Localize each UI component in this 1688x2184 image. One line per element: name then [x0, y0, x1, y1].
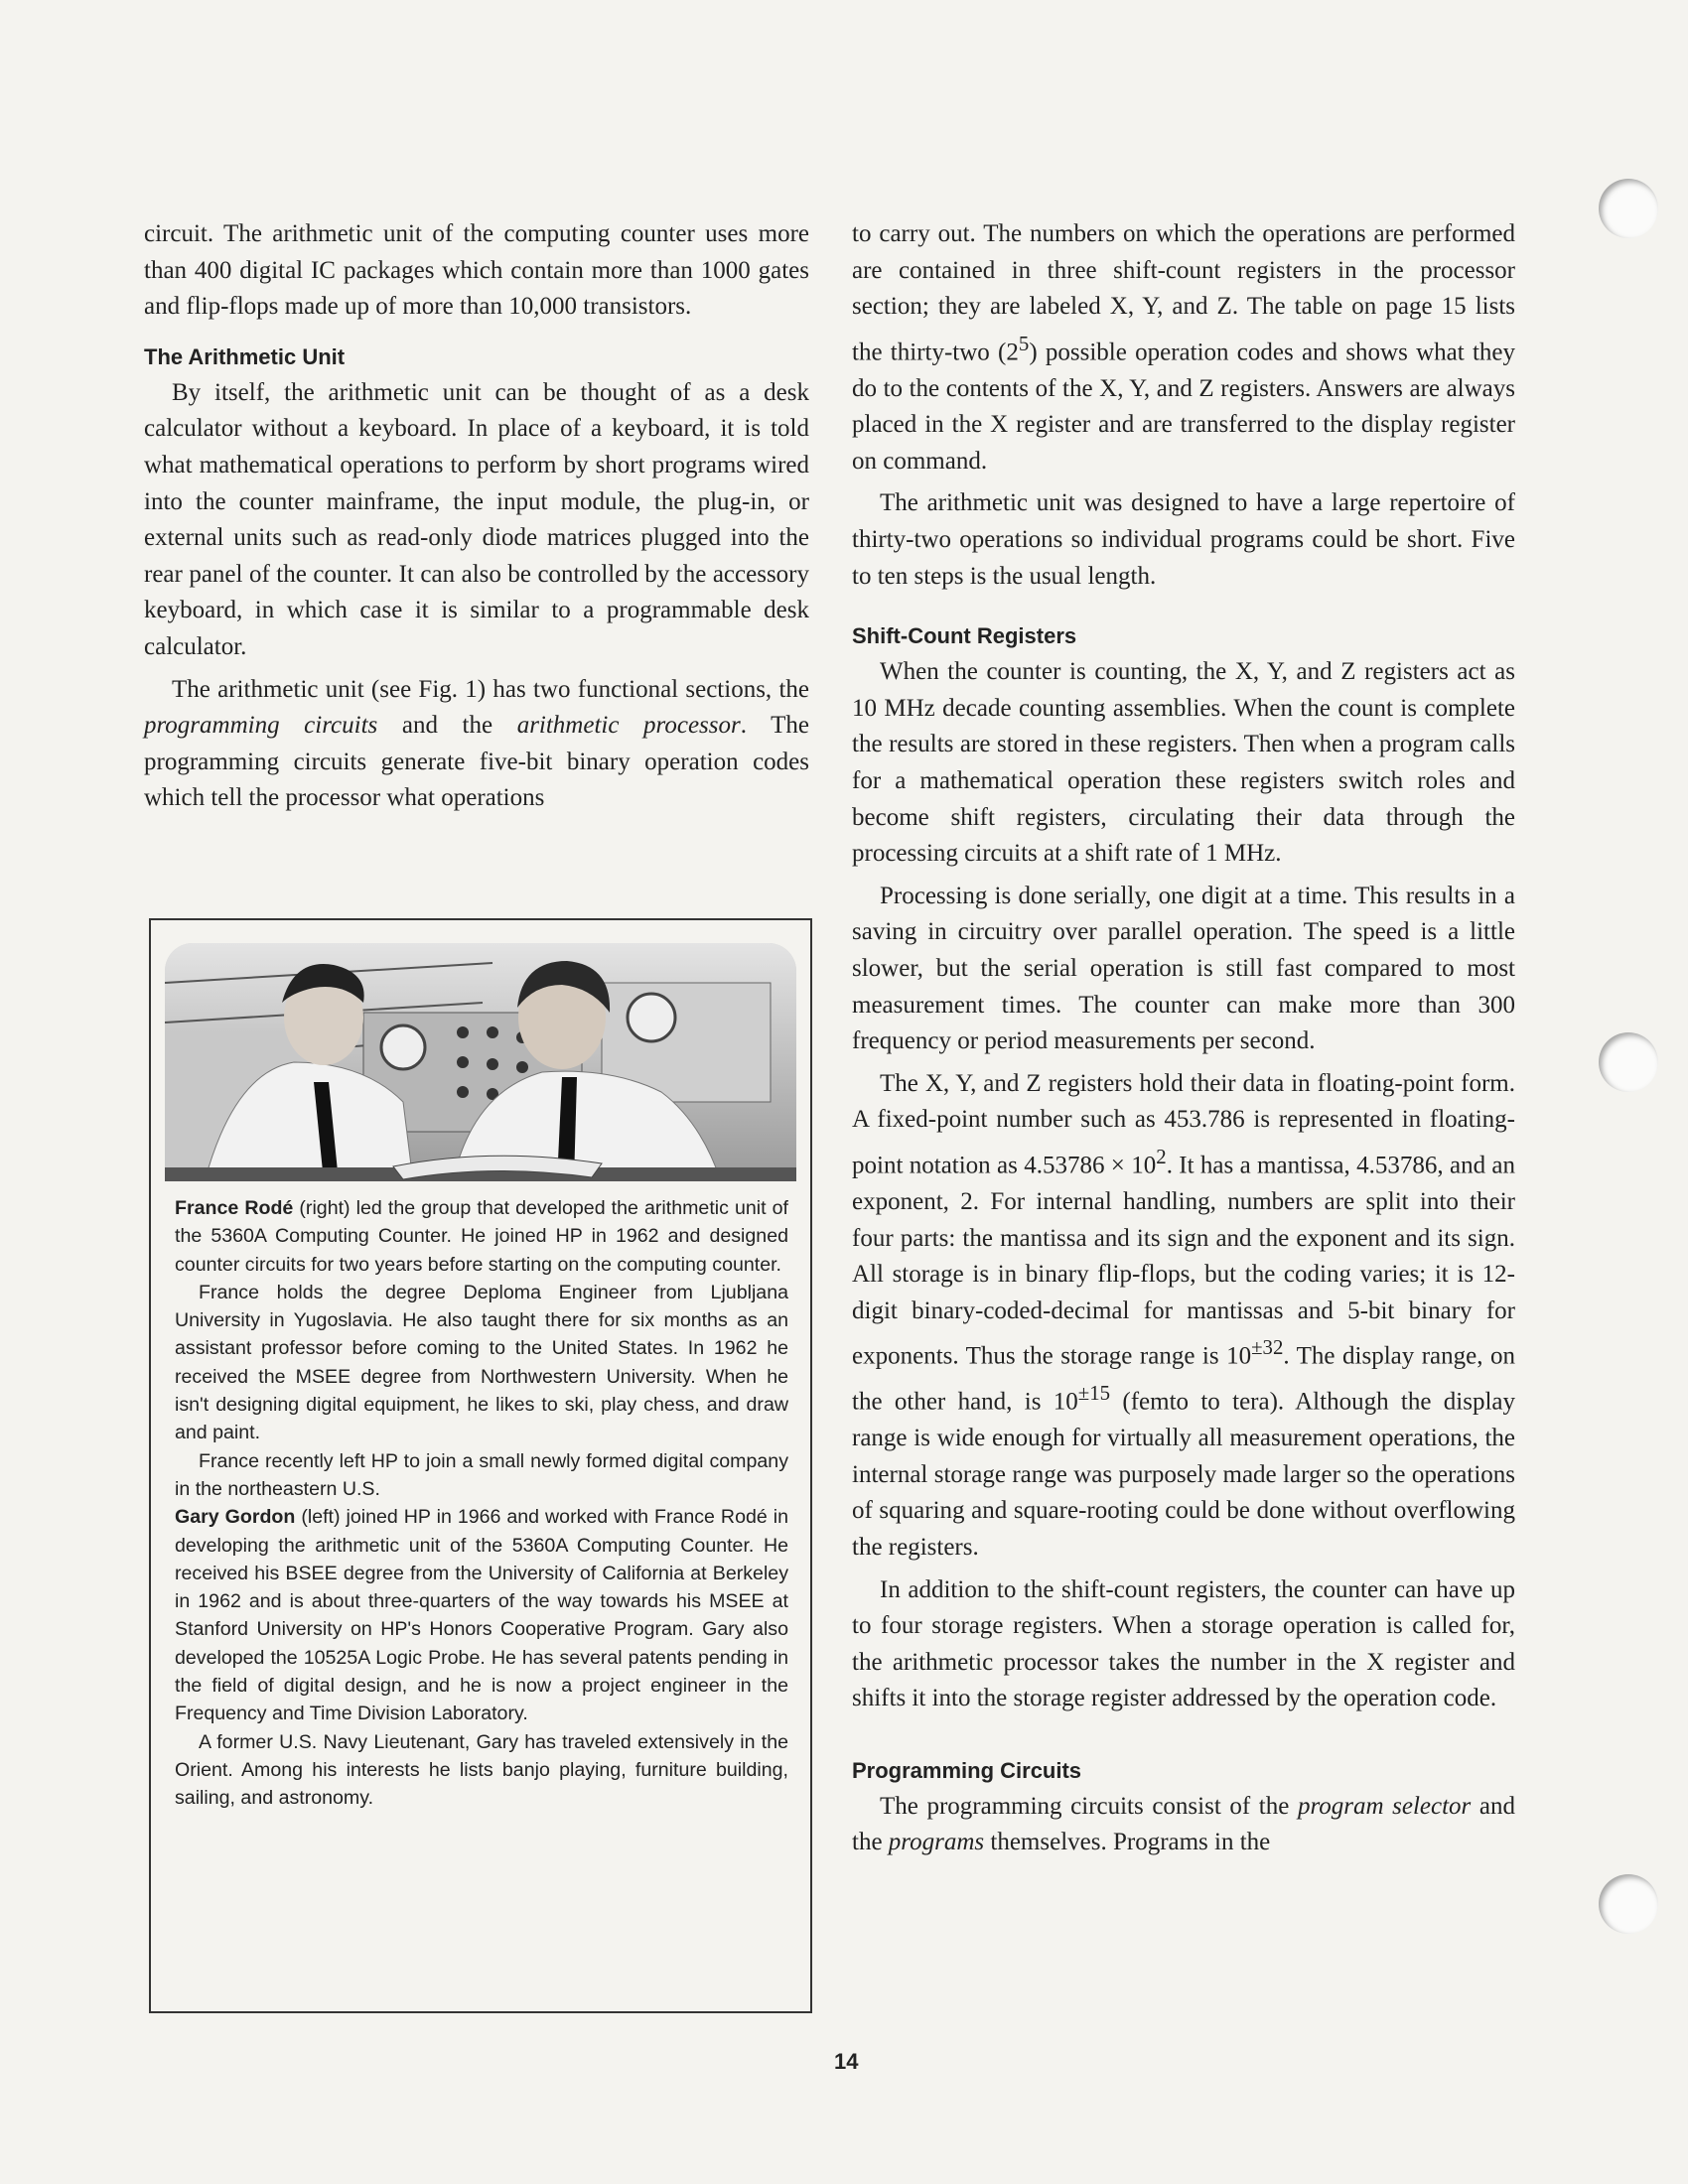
right-paragraph-3: When the counter is counting, the X, Y, and Z registers act as 10 MHz decade counting assemblies. When the count is complete the results are stored in these registers. Then when a program calls for a mathematical operation these registers switch roles and become shift registers, circulating their data through the processing circuits at a shift rate of 1 MHz. — [852, 658, 1515, 868]
right-paragraph-5: The X, Y, and Z registers hold their data in floating-point form. A fixed-point number such as 453.786 is represented in floating-point notation as $4.53786 \times 10^2$. It has a mantissa, 4.53786, and an exponent, 2. For internal handling, numbers are split into their four parts: the mantissa and its sign and the exponent and its sign. All storage is in binary flip-flops, but the coding varies; it is 12-digit binary-coded-decimal for mantissas and 5-bit binary for exponents. Thus the storage range is $10^{\pm 32}$. The display range, on the other hand, is $10^{\pm 15}$ (femto to tera). Although the display range is wide enough for virtually all measurement operations, the internal storage range was purposely made larger so the operations of squaring and square-rooting could be done without overflowing the registers. — [852, 1069, 1516, 1561]
right-paragraph-6: In addition to the shift-count registers, the counter can have up to four storage registers. When a storage operation is called for, the arithmetic processor takes the number in the X register and shifts it into the storage register addressed by the operation code. — [852, 1575, 1515, 1712]
right-paragraph-2: The arithmetic unit was designed to have a large repertoire of thirty-two operations so individual programs could be short. Five to ten steps is the usual length. — [852, 489, 1515, 590]
heading-programming-circuits: Programming Circuits — [852, 1757, 1082, 1783]
left-column — [144, 216, 809, 817]
right-paragraph-4: Processing is done serially, one digit at a time. This results in a saving in circuitry over parallel operation. The speed is a little slower, but the serial operation is still fast compared to most measurement times. The counter can make more than 300 frequency or period measurements per second. — [852, 882, 1515, 1055]
caption-paragraph-5: A former U.S. Navy Lieutenant, Gary has traveled extensively in the Orient. Among his interests he lists banjo playing, furniture building, sailing, and astronomy. — [175, 1730, 788, 1810]
caption-paragraph-3: France recently left HP to join a small newly formed digital company in the northeastern U.S. — [175, 1449, 788, 1500]
page-number: 14 — [834, 2049, 859, 2074]
right-column — [852, 216, 1515, 1861]
heading-arithmetic-unit: The Arithmetic Unit — [144, 343, 346, 369]
author-bio-box — [149, 918, 812, 2013]
binder-hole-top — [1599, 179, 1658, 238]
binder-hole-middle — [1599, 1032, 1658, 1092]
author-photo — [165, 943, 796, 1181]
caption-paragraph-4: Gary Gordon (left) joined HP in 1966 and worked with France Rodé in developing the arithmetic unit of the 5360A Computing Counter. He received his BSEE degree from the University of California at Berkeley in 1962 and is about three-quarters of the way towards his MSEE at Stanford University on HP's Honors Cooperative Program. Gary also developed the 10525A Logic Probe. He has several patents pending in the field of digital design, and he is now a project engineer in the Frequency and Time Division Laboratory. — [175, 1506, 788, 1725]
caption-paragraph-1: France Rodé (right) led the group that developed the arithmetic unit of the 5360A Computing Counter. He joined HP in 1962 and designed counter circuits for two years before starting on the computing counter. — [175, 1197, 789, 1276]
author-caption — [175, 1194, 788, 1813]
left-paragraph-1: circuit. The arithmetic unit of the computing counter uses more than 400 digital IC packages which contain more than 1000 gates and flip-flops made up of more than 10,000 transistors. — [144, 220, 809, 321]
left-paragraph-3: The arithmetic unit (see Fig. 1) has two functional sections, the programming circuits and the arithmetic processor. The programming circuits generate five-bit binary operation codes which tell the processor what operations — [144, 675, 809, 812]
binder-hole-bottom — [1599, 1874, 1658, 1934]
right-paragraph-1: to carry out. The numbers on which the operations are performed are contained in three shift-count registers in the processor section; they are labeled X, Y, and Z. The table on page 15 lists the thirty-two $(2^5)$ possible operation codes and shows what they do to the contents of the X, Y, and Z registers. Answers are always placed in the X register and are transferred to the display register on command. — [852, 220, 1515, 475]
right-paragraph-7: The programming circuits consist of the program selector and the programs themselves. Programs in the — [852, 1792, 1515, 1856]
heading-shift-count-registers: Shift-Count Registers — [852, 623, 1077, 649]
left-paragraph-2: By itself, the arithmetic unit can be thought of as a desk calculator without a keyboard. In place of a keyboard, it is told what mathematical operations to perform by short programs wired into the counter mainframe, the input module, the plug-in, or external units such as read-only diode matrices plugged into the rear panel of the counter. It can also be controlled by the accessory keyboard, in which case it is similar to a programmable desk calculator. — [144, 378, 809, 660]
caption-paragraph-2: France holds the degree Deploma Engineer from Ljubljana University in Yugoslavia. He also taught there for six months as an assistant professor before coming to the United States. In 1962 he received the MSEE degree from Northwestern University. When he isn't designing digital equipment, he likes to ski, play chess, and draw and paint. — [175, 1281, 788, 1444]
